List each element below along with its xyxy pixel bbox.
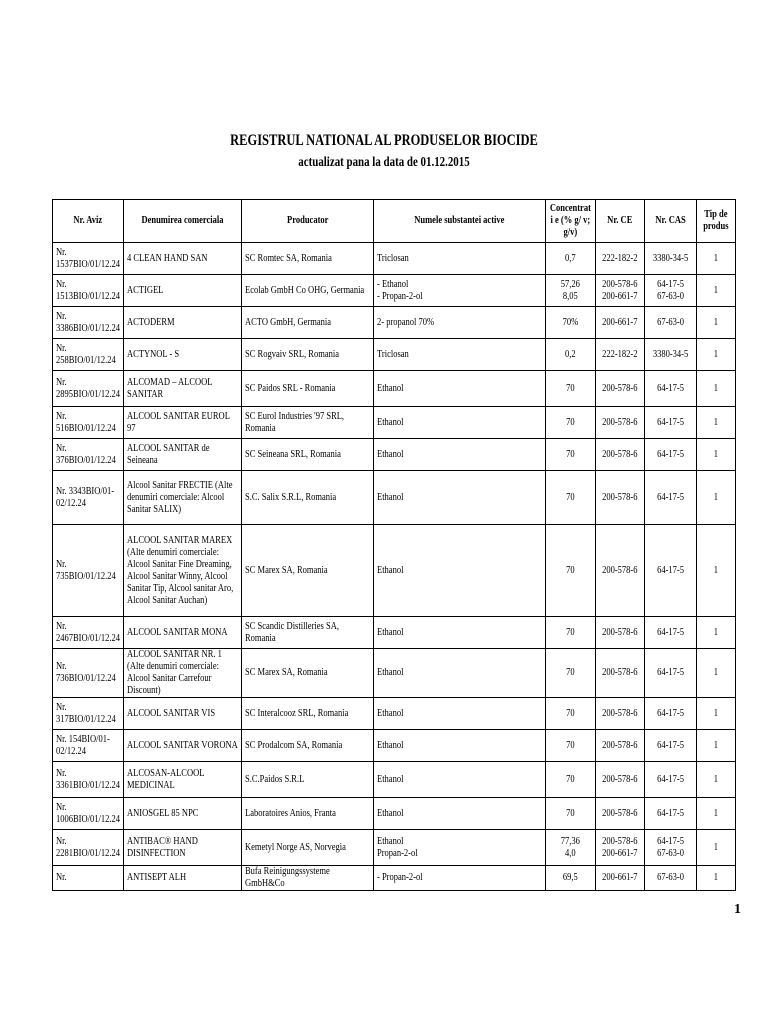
cell-tip-produs: 1 (697, 730, 736, 762)
cell-nr-cas: 64-17-5 (645, 730, 697, 762)
cell-nr-aviz: Nr. 735BIO/01/12.24 (53, 525, 124, 617)
cell-nr-cas: 64-17-5 (645, 439, 697, 471)
cell-tip-produs: 1 (697, 762, 736, 798)
cell-substanta: Ethanol (374, 649, 546, 698)
cell-producator: ACTO GmbH, Germania (242, 307, 374, 339)
cell-nr-cas: 64-17-5 (645, 371, 697, 407)
cell-denumire: ALCOOL SANITAR VIS (124, 698, 242, 730)
cell-substanta: 2- propanol 70% (374, 307, 546, 339)
cell-nr-ce: 200-578-6 (596, 439, 645, 471)
cell-nr-ce: 200-578-6 (596, 698, 645, 730)
table-row (53, 649, 736, 698)
table-row (53, 307, 736, 339)
cell-concentratie: 0,7 (546, 243, 596, 275)
biocide-register-table (52, 199, 736, 891)
header-denumirea-comerciala: Denumirea comerciala (124, 200, 242, 243)
cell-denumire: ALCOOL SANITAR MAREX (Alte denumiri comerciale: Alcool Sanitar Fine Dreaming, Alcool Sanitar Winny, Alcool Sanitar Tip, Alcool sanitar Aro, Alcool Sanitar Auchan) (124, 525, 242, 617)
cell-concentratie: 70% (546, 307, 596, 339)
table-row (53, 830, 736, 866)
cell-nr-cas: 64-17-5 (645, 698, 697, 730)
table-row (53, 371, 736, 407)
cell-concentratie: 0,2 (546, 339, 596, 371)
cell-producator: Ecolab GmbH Co OHG, Germania (242, 275, 374, 307)
cell-tip-produs: 1 (697, 617, 736, 649)
cell-nr-cas: 64-17-5 (645, 471, 697, 525)
cell-nr-cas: 67-63-0 (645, 866, 697, 891)
table-row (53, 339, 736, 371)
header-nr-ce: Nr. CE (596, 200, 645, 243)
cell-substanta: Triclosan (374, 339, 546, 371)
table-row (53, 698, 736, 730)
table-row (53, 243, 736, 275)
page-number: 1 (734, 902, 741, 917)
cell-tip-produs: 1 (697, 798, 736, 830)
cell-nr-ce: 200-578-6 200-661-7 (596, 275, 645, 307)
cell-tip-produs: 1 (697, 439, 736, 471)
cell-substanta: Ethanol (374, 617, 546, 649)
cell-substanta: Ethanol (374, 439, 546, 471)
cell-nr-cas: 64-17-5 (645, 525, 697, 617)
cell-producator: SC Interalcooz SRL, Romania (242, 698, 374, 730)
cell-denumire: ANTIBAC® HAND DISINFECTION (124, 830, 242, 866)
cell-denumire: 4 CLEAN HAND SAN (124, 243, 242, 275)
cell-concentratie: 70 (546, 371, 596, 407)
cell-nr-aviz: Nr. 2895BIO/01/12.24 (53, 371, 124, 407)
cell-denumire: ALCOOL SANITAR NR. 1 (Alte denumiri comerciale: Alcool Sanitar Carrefour Discount) (124, 649, 242, 698)
table-row (53, 407, 736, 439)
table-row (53, 762, 736, 798)
cell-concentratie: 70 (546, 730, 596, 762)
cell-nr-ce: 200-578-6 (596, 730, 645, 762)
cell-concentratie: 70 (546, 698, 596, 730)
cell-nr-cas: 64-17-5 (645, 798, 697, 830)
cell-tip-produs: 1 (697, 471, 736, 525)
table-row (53, 798, 736, 830)
cell-concentratie: 70 (546, 471, 596, 525)
cell-producator: SC Rogvaiv SRL, Romania (242, 339, 374, 371)
cell-nr-cas: 64-17-5 67-63-0 (645, 830, 697, 866)
cell-nr-ce: 200-578-6 200-661-7 (596, 830, 645, 866)
table-row (53, 866, 736, 891)
cell-concentratie: 70 (546, 525, 596, 617)
cell-denumire: ACTODERM (124, 307, 242, 339)
cell-nr-ce: 200-578-6 (596, 649, 645, 698)
cell-substanta: Ethanol (374, 798, 546, 830)
table-row (53, 525, 736, 617)
cell-nr-aviz: Nr. 376BIO/01/12.24 (53, 439, 124, 471)
cell-nr-cas: 64-17-5 67-63-0 (645, 275, 697, 307)
cell-producator: Laboratoires Anios, Franta (242, 798, 374, 830)
cell-nr-ce: 222-182-2 (596, 339, 645, 371)
cell-producator: S.C.Paidos S.R.L (242, 762, 374, 798)
table-row (53, 275, 736, 307)
cell-denumire: Alcool Sanitar FRECTIE (Alte denumiri comerciale: Alcool Sanitar SALIX) (124, 471, 242, 525)
cell-nr-ce: 200-578-6 (596, 371, 645, 407)
cell-substanta: Ethanol (374, 407, 546, 439)
header-concentratie: Concentrati e (% g/ v; g/v) (546, 200, 596, 243)
cell-substanta: Ethanol Propan-2-ol (374, 830, 546, 866)
cell-nr-aviz: Nr. 2467BIO/01/12.24 (53, 617, 124, 649)
cell-nr-cas: 64-17-5 (645, 617, 697, 649)
cell-producator: SC Marex SA, Romania (242, 649, 374, 698)
cell-nr-ce: 200-578-6 (596, 798, 645, 830)
cell-denumire: ANIOSGEL 85 NPC (124, 798, 242, 830)
cell-producator: SC Marex SA, Romania (242, 525, 374, 617)
cell-nr-aviz: Nr. 3386BIO/01/12.24 (53, 307, 124, 339)
cell-concentratie: 70 (546, 649, 596, 698)
cell-nr-aviz: Nr. 3343BIO/01- 02/12.24 (53, 471, 124, 525)
cell-nr-ce: 200-578-6 (596, 762, 645, 798)
cell-nr-cas: 64-17-5 (645, 649, 697, 698)
header-substanta-activa: Numele substantei active (374, 200, 546, 243)
cell-denumire: ALCOOL SANITAR EUROL 97 (124, 407, 242, 439)
cell-tip-produs: 1 (697, 371, 736, 407)
document-title: REGISTRUL NATIONAL AL PRODUSELOR BIOCIDE (230, 132, 538, 149)
cell-tip-produs: 1 (697, 407, 736, 439)
cell-nr-ce: 200-578-6 (596, 407, 645, 439)
cell-producator: Kemetyl Norge AS, Norvegia (242, 830, 374, 866)
cell-substanta: Ethanol (374, 471, 546, 525)
cell-concentratie: 70 (546, 407, 596, 439)
cell-nr-cas: 64-17-5 (645, 407, 697, 439)
cell-denumire: ALCOSAN-ALCOOL MEDICINAL (124, 762, 242, 798)
table-row (53, 617, 736, 649)
cell-nr-aviz: Nr. (53, 866, 124, 891)
cell-denumire: ALCOOL SANITAR de Seineana (124, 439, 242, 471)
cell-nr-aviz: Nr. 1006BIO/01/12.24 (53, 798, 124, 830)
cell-producator: S.C. Salix S.R.L, Romania (242, 471, 374, 525)
table-row (53, 730, 736, 762)
cell-tip-produs: 1 (697, 275, 736, 307)
cell-nr-cas: 3380-34-5 (645, 243, 697, 275)
cell-nr-aviz: Nr. 3361BIO/01/12.24 (53, 762, 124, 798)
cell-nr-ce: 222-182-2 (596, 243, 645, 275)
cell-nr-cas: 64-17-5 (645, 762, 697, 798)
cell-substanta: - Ethanol - Propan-2-ol (374, 275, 546, 307)
cell-concentratie: 70 (546, 439, 596, 471)
cell-substanta: Ethanol (374, 525, 546, 617)
header-nr-cas: Nr. CAS (645, 200, 697, 243)
cell-tip-produs: 1 (697, 830, 736, 866)
cell-nr-aviz: Nr. 516BIO/01/12.24 (53, 407, 124, 439)
cell-substanta: Ethanol (374, 730, 546, 762)
cell-denumire: ANTISEPT ALH (124, 866, 242, 891)
cell-nr-aviz: Nr. 258BIO/01/12.24 (53, 339, 124, 371)
cell-substanta: - Propan-2-ol (374, 866, 546, 891)
header-producator: Producator (242, 200, 374, 243)
cell-nr-aviz: Nr. 736BIO/01/12.24 (53, 649, 124, 698)
table-row (53, 471, 736, 525)
cell-denumire: ACTIGEL (124, 275, 242, 307)
cell-producator: SC Romtec SA, Romania (242, 243, 374, 275)
cell-nr-cas: 3380-34-5 (645, 339, 697, 371)
cell-producator: SC Paidos SRL - Romania (242, 371, 374, 407)
cell-nr-ce: 200-578-6 (596, 617, 645, 649)
cell-denumire: ALCOOL SANITAR MONA (124, 617, 242, 649)
cell-nr-ce: 200-578-6 (596, 471, 645, 525)
cell-nr-cas: 67-63-0 (645, 307, 697, 339)
cell-substanta: Triclosan (374, 243, 546, 275)
cell-concentratie: 77,36 4,0 (546, 830, 596, 866)
cell-producator: Bufa Reinigungssysteme GmbH&Co (242, 866, 374, 891)
cell-producator: SC Eurol Industries '97 SRL, Romania (242, 407, 374, 439)
cell-producator: SC Prodalcom SA, Romania (242, 730, 374, 762)
cell-denumire: ALCOOL SANITAR VORONA (124, 730, 242, 762)
cell-denumire: ALCOMAD – ALCOOL SANITAR (124, 371, 242, 407)
cell-tip-produs: 1 (697, 866, 736, 891)
cell-nr-aviz: Nr. 317BIO/01/12.24 (53, 698, 124, 730)
cell-tip-produs: 1 (697, 525, 736, 617)
cell-nr-ce: 200-661-7 (596, 307, 645, 339)
table-header-row (53, 200, 736, 243)
header-nr-aviz: Nr. Aviz (53, 200, 124, 243)
header-tip-produs: Tip de produs (697, 200, 736, 243)
cell-tip-produs: 1 (697, 307, 736, 339)
cell-tip-produs: 1 (697, 698, 736, 730)
cell-nr-aviz: Nr. 2281BIO/01/12.24 (53, 830, 124, 866)
cell-producator: SC Scandic Distilleries SA, Romania (242, 617, 374, 649)
cell-tip-produs: 1 (697, 243, 736, 275)
document-subtitle: actualizat pana la data de 01.12.2015 (298, 155, 470, 170)
cell-concentratie: 57,26 8,05 (546, 275, 596, 307)
cell-nr-aviz: Nr. 1513BIO/01/12.24 (53, 275, 124, 307)
cell-denumire: ACTYNOL - S (124, 339, 242, 371)
cell-producator: SC Seineana SRL, Romania (242, 439, 374, 471)
cell-concentratie: 70 (546, 798, 596, 830)
cell-tip-produs: 1 (697, 339, 736, 371)
cell-concentratie: 69,5 (546, 866, 596, 891)
cell-nr-aviz: Nr. 154BIO/01- 02/12.24 (53, 730, 124, 762)
cell-nr-ce: 200-578-6 (596, 525, 645, 617)
cell-substanta: Ethanol (374, 762, 546, 798)
cell-substanta: Ethanol (374, 698, 546, 730)
cell-nr-aviz: Nr. 1537BIO/01/12.24 (53, 243, 124, 275)
cell-concentratie: 70 (546, 762, 596, 798)
cell-substanta: Ethanol (374, 371, 546, 407)
cell-concentratie: 70 (546, 617, 596, 649)
table-row (53, 439, 736, 471)
cell-tip-produs: 1 (697, 649, 736, 698)
cell-nr-ce: 200-661-7 (596, 866, 645, 891)
